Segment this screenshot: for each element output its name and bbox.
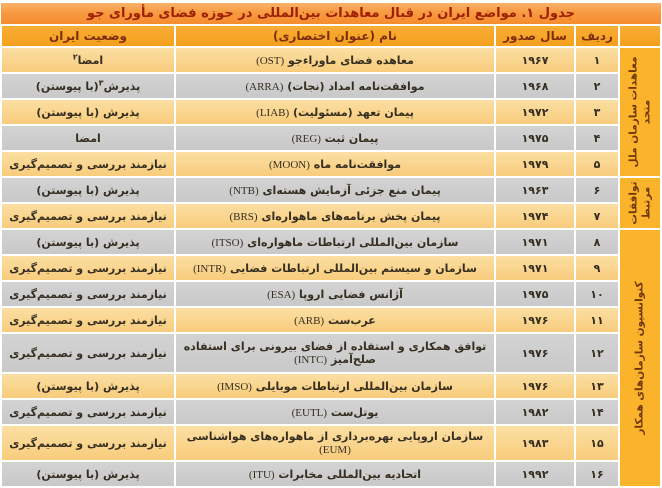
row-number-cell: ۱۶	[576, 462, 618, 486]
status-cell	[2, 48, 174, 72]
treaty-abbr: (ITSO)	[211, 236, 244, 249]
year-cell: ۱۹۷۵	[496, 282, 574, 306]
status-cell	[2, 462, 174, 486]
row-number-cell: ۸	[576, 230, 618, 254]
treaty-abbr: (ITU)	[248, 468, 275, 481]
row-number-cell: ۶	[576, 178, 618, 202]
status-cell	[2, 126, 174, 150]
year-cell: ۱۹۸۲	[496, 400, 574, 424]
group-cell	[620, 178, 660, 228]
row-number-cell: ۷	[576, 204, 618, 228]
column-header-year: سال صدور	[496, 26, 574, 46]
treaty-name: پیمان ثبت	[324, 131, 379, 145]
status-text: پذیرش (با پیوستن)	[36, 467, 140, 481]
footnote-marker: ۳	[98, 77, 104, 87]
treaty-name: سازمان اروپایی بهره‌برداری از ماهواره‌های هواشناسی	[186, 430, 484, 443]
treaty-abbr: (INTC)	[294, 354, 328, 366]
treaty-name: توافق همکاری و استفاده از فضای بیرونی برای استفاده صلح‌آمیز	[183, 340, 487, 366]
treaty-name-cell	[176, 334, 494, 372]
treaties-table	[0, 24, 662, 488]
group-label: توافقات مرتبط	[627, 181, 652, 225]
treaty-name-cell	[176, 308, 494, 332]
year-cell: ۱۹۷۴	[496, 204, 574, 228]
treaty-name: موافقت‌نامه ماه	[313, 157, 402, 171]
treaty-name-cell	[176, 230, 494, 254]
status-rest: (با پیوستن)	[35, 79, 99, 93]
status-text: نیازمند بررسی و تصمیم‌گیری	[9, 287, 167, 301]
year-cell: ۱۹۶۷	[496, 48, 574, 72]
status-cell	[2, 426, 174, 460]
status-cell	[2, 152, 174, 176]
row-number-cell: ۳	[576, 100, 618, 124]
status-text: نیازمند بررسی و تصمیم‌گیری	[9, 436, 167, 450]
column-header-name: نام (عنوان اختصاری)	[176, 26, 494, 46]
year-cell: ۱۹۷۵	[496, 126, 574, 150]
group-header-cell	[620, 26, 660, 46]
status-text: نیازمند بررسی و تصمیم‌گیری	[9, 405, 167, 419]
year-cell: ۱۹۷۱	[496, 230, 574, 254]
row-number-cell: ۱۰	[576, 282, 618, 306]
treaty-name: سازمان بین‌المللی ارتباطات ماهواره‌ای	[247, 235, 459, 249]
status-text: پذیرش (با پیوستن)	[36, 105, 140, 119]
group-cell	[620, 48, 660, 176]
treaty-abbr: (ESA)	[267, 288, 296, 301]
table-row	[2, 126, 660, 150]
row-number-cell: ۹	[576, 256, 618, 280]
treaty-abbr: (REG)	[291, 132, 321, 145]
treaty-name-cell	[176, 204, 494, 228]
table-row	[2, 426, 660, 460]
row-number-cell: ۲	[576, 74, 618, 98]
status-cell	[2, 282, 174, 306]
table-row	[2, 204, 660, 228]
treaty-name-cell	[176, 48, 494, 72]
treaty-name: موافقت‌نامه امداد (نجات)	[287, 79, 425, 93]
treaty-name: پیمان منع جزئی آزمایش هسته‌ای	[262, 183, 441, 197]
row-number-cell: ۱۱	[576, 308, 618, 332]
document-page	[1, 3, 661, 488]
treaty-name-cell	[176, 462, 494, 486]
treaty-abbr: (ARRA)	[245, 80, 284, 93]
status-cell	[2, 400, 174, 424]
treaty-name-cell	[176, 282, 494, 306]
table-row	[2, 308, 660, 332]
year-cell: ۱۹۹۲	[496, 462, 574, 486]
treaty-abbr: (OST)	[256, 54, 285, 67]
treaty-abbr: (LIAB)	[256, 106, 290, 119]
table-title: جدول ۱. مواضع ایران در قبال معاهدات بین‌المللی در حوزه فضای مأورای جو	[1, 3, 661, 24]
year-cell: ۱۹۸۳	[496, 426, 574, 460]
treaty-name: اتحادیه بین‌المللی مخابرات	[278, 467, 422, 481]
treaty-abbr: (EUM)	[319, 444, 351, 456]
treaty-abbr: (BRS)	[229, 210, 258, 223]
group-label: کنوانسیون سازمان‌های همکار	[633, 281, 646, 435]
treaty-name: سازمان بین‌المللی ارتباطات موبایلی	[255, 379, 453, 393]
table-row	[2, 152, 660, 176]
row-number-cell: ۱	[576, 48, 618, 72]
status-cell	[2, 100, 174, 124]
column-header-status: وضعیت ایران	[2, 26, 174, 46]
year-cell: ۱۹۷۲	[496, 100, 574, 124]
status-text: پذیرش	[103, 79, 141, 93]
treaty-name-cell	[176, 152, 494, 176]
treaty-abbr: (MOON)	[268, 158, 310, 171]
row-number-cell: ۵	[576, 152, 618, 176]
header-row	[2, 26, 660, 46]
treaty-name: آژانس فضایی اروپا	[299, 287, 403, 301]
status-text: نیازمند بررسی و تصمیم‌گیری	[9, 313, 167, 327]
group-cell	[620, 230, 660, 486]
table-row	[2, 462, 660, 486]
table-row	[2, 178, 660, 202]
status-cell	[2, 230, 174, 254]
status-cell	[2, 308, 174, 332]
status-text: پذیرش (با پیوستن)	[36, 235, 140, 249]
status-text: پذیرش (با پیوستن)	[36, 379, 140, 393]
table-row	[2, 48, 660, 72]
treaty-abbr: (ARB)	[294, 314, 325, 327]
year-cell: ۱۹۷۹	[496, 152, 574, 176]
status-cell	[2, 256, 174, 280]
table-row	[2, 282, 660, 306]
status-text: نیازمند بررسی و تصمیم‌گیری	[9, 157, 167, 171]
treaty-name-cell	[176, 374, 494, 398]
treaty-abbr: (EUTL)	[291, 406, 328, 419]
table-row	[2, 256, 660, 280]
treaty-name-cell	[176, 256, 494, 280]
treaty-name-cell	[176, 126, 494, 150]
status-cell	[2, 334, 174, 372]
treaty-name-cell	[176, 74, 494, 98]
treaty-name-cell	[176, 426, 494, 460]
table-row	[2, 230, 660, 254]
treaty-name: سازمان و سیستم بین‌المللی ارتباطات فضایی	[229, 261, 477, 275]
status-text: نیازمند بررسی و تصمیم‌گیری	[9, 209, 167, 223]
row-number-cell: ۴	[576, 126, 618, 150]
year-cell: ۱۹۶۸	[496, 74, 574, 98]
year-cell: ۱۹۷۶	[496, 308, 574, 332]
group-label: معاهدات سازمان ملل متحد	[627, 56, 652, 168]
year-cell: ۱۹۷۶	[496, 374, 574, 398]
treaty-name: یوتل‌ست	[330, 405, 379, 419]
treaty-abbr: (NTB)	[229, 184, 259, 197]
treaty-name-cell	[176, 100, 494, 124]
treaty-name: عرب‌ست	[327, 313, 376, 327]
treaty-name-cell	[176, 178, 494, 202]
row-number-cell: ۱۴	[576, 400, 618, 424]
year-cell: ۱۹۷۱	[496, 256, 574, 280]
treaty-abbr: (IMSO)	[217, 380, 252, 393]
status-cell	[2, 74, 174, 98]
footnote-marker: ۲	[72, 51, 78, 61]
row-number-cell: ۱۲	[576, 334, 618, 372]
table-row	[2, 74, 660, 98]
status-text: امضا	[75, 131, 101, 145]
treaty-name-cell	[176, 400, 494, 424]
year-cell: ۱۹۷۶	[496, 334, 574, 372]
row-number-cell: ۱۵	[576, 426, 618, 460]
status-text: نیازمند بررسی و تصمیم‌گیری	[9, 346, 167, 360]
status-text: امضا	[77, 53, 104, 67]
table-row	[2, 374, 660, 398]
treaty-name: پیمان پخش برنامه‌های ماهواره‌ای	[261, 209, 441, 223]
treaty-name: معاهده فضای ماوراءجو	[288, 53, 414, 67]
year-cell: ۱۹۶۳	[496, 178, 574, 202]
status-text: پذیرش (با پیوستن)	[36, 183, 140, 197]
table-row	[2, 400, 660, 424]
status-cell	[2, 178, 174, 202]
table-row	[2, 100, 660, 124]
status-text: نیازمند بررسی و تصمیم‌گیری	[9, 261, 167, 275]
column-header-row-number: ردیف	[576, 26, 618, 46]
row-number-cell: ۱۳	[576, 374, 618, 398]
status-cell	[2, 374, 174, 398]
table-row	[2, 334, 660, 372]
treaty-abbr: (INTR)	[193, 262, 227, 275]
treaty-name: پیمان تعهد (مسئولیت)	[293, 105, 414, 119]
status-cell	[2, 204, 174, 228]
